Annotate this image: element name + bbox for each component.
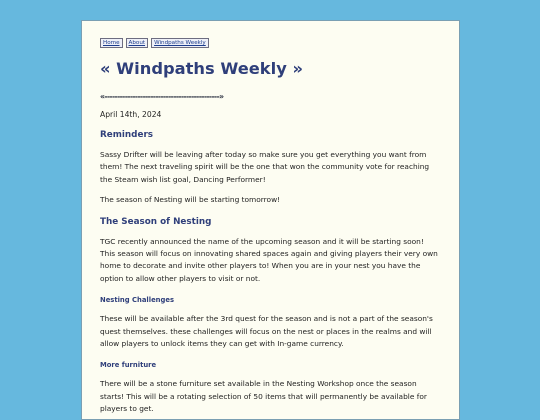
subheading-nesting-challenges: Nesting Challenges bbox=[100, 296, 175, 305]
nav-link-windpaths-weekly[interactable]: Windpaths Weekly bbox=[151, 38, 209, 48]
top-nav bbox=[100, 38, 441, 50]
section-heading-reminders: Reminders bbox=[100, 130, 154, 140]
season-paragraph: TGC recently announced the name of the upcoming season and it will be starting soon! This season will focus on innovating shared spaces again and giving players their very own home to decorate and invite other players to! When you are in your nest you have the option to allow other players to visit or not. bbox=[100, 236, 438, 283]
page-title: « Windpaths Weekly » bbox=[100, 59, 304, 78]
reminders-paragraph-1: Sassy Drifter will be leaving after today so make sure you get everything you want from them! The next traveling spirit will be the one that won the community vote for reaching the Steam wish list goal, Dancing Performer! bbox=[100, 150, 430, 184]
challenges-paragraph: These will be available after the 3rd quest for the season and is not a part of the season's quest themselves. these challenges will focus on the nest or places in the realms and will allow players to unlock items they can get with In-game currency. bbox=[100, 314, 433, 349]
furniture-paragraph: There will be a stone furniture set available in the Nesting Workshop once the season starts! This will be a rotating selection of 50 items that will permanently be available for players to get. bbox=[100, 379, 427, 414]
content-panel bbox=[81, 20, 460, 420]
reminders-paragraph-2: The season of Nesting will be starting tomorrow! bbox=[100, 195, 281, 205]
decorative-divider: «---------------------------------------------» bbox=[100, 92, 224, 101]
nav-link-about[interactable]: About bbox=[126, 38, 149, 48]
section-heading-season: The Season of Nesting bbox=[100, 216, 212, 227]
post-date: April 14th, 2024 bbox=[100, 110, 162, 119]
nav-link-home[interactable]: Home bbox=[100, 38, 123, 48]
subheading-more-furniture: More furniture bbox=[100, 361, 157, 370]
